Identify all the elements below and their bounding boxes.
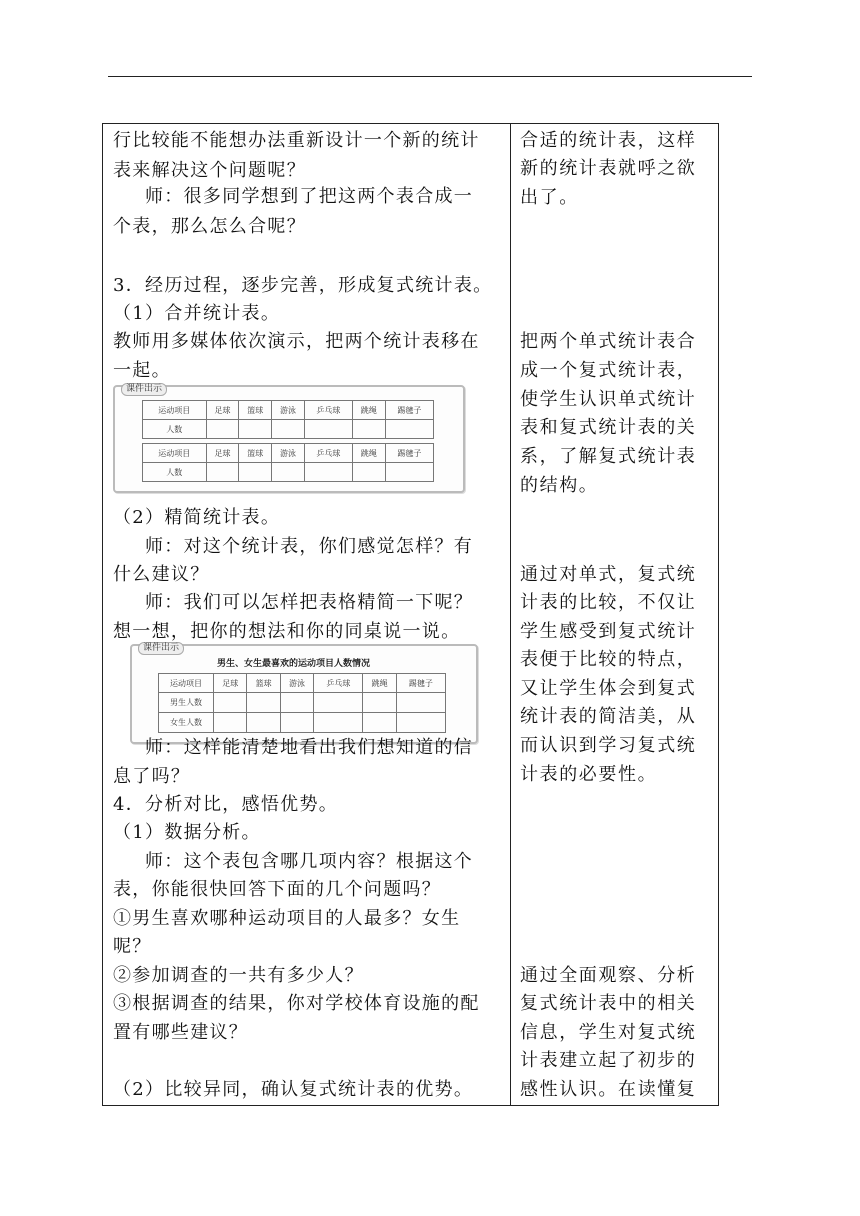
left-line: 师：对这个统计表，你们感觉怎样？有 — [145, 536, 474, 557]
figure2-title: 男生、女生最喜欢的运动项目人数情况 — [217, 659, 371, 669]
cell: 踢毽子 — [385, 444, 433, 463]
cell: 人数 — [143, 463, 207, 482]
right-line: 又让学生体会到复式 — [520, 678, 697, 699]
cell: 运动项目 — [143, 401, 207, 420]
courseware-tag: 课件出示 — [138, 642, 184, 655]
right-line: 计表的必要性。 — [520, 764, 658, 785]
cell: 篮球 — [239, 401, 272, 420]
cell: 女生人数 — [159, 713, 214, 733]
left-line: 个表，那么怎么合呢？ — [113, 216, 306, 237]
left-line: （1）合并统计表。 — [113, 303, 281, 324]
right-line: 的结构。 — [520, 475, 599, 496]
right-line: 统计表的简洁美，从 — [520, 706, 697, 727]
left-line: 行比较能不能想办法重新设计一个新的统计 — [113, 130, 480, 151]
cell: 游泳 — [272, 401, 305, 420]
courseware-tag: 课件出示 — [121, 383, 167, 396]
right-line: 把两个单式统计表合 — [520, 331, 697, 352]
right-line: 成一个复式统计表， — [520, 360, 697, 381]
header-rule — [108, 76, 752, 77]
right-line: 合适的统计表，这样 — [520, 130, 697, 151]
right-line: 计表的比较，不仅让 — [520, 592, 697, 613]
right-line: 复式统计表中的相关 — [520, 993, 697, 1014]
left-line: 表，你能很快回答下面的几个问题吗？ — [113, 879, 442, 900]
cell: 乒乓球 — [304, 444, 352, 463]
cell: 游泳 — [280, 674, 313, 693]
cell: 乒乓球 — [314, 674, 363, 693]
right-line: 信息，学生对复式统 — [520, 1022, 697, 1043]
cell: 人数 — [143, 420, 207, 439]
left-line: 一起。 — [113, 360, 171, 381]
left-line: 师：我们可以怎样把表格精简一下呢？ — [145, 592, 474, 613]
left-line: 教师用多媒体依次演示，把两个统计表移在 — [113, 331, 480, 352]
left-line: 呢？ — [113, 936, 152, 957]
left-line: 置有哪些建议？ — [113, 1022, 249, 1043]
cell: 男生人数 — [159, 693, 214, 713]
left-line: 师：这个表包含哪几项内容？根据这个 — [145, 851, 474, 872]
figure2-table — [158, 673, 446, 733]
cell: 足球 — [206, 401, 239, 420]
left-line: 息了吗？ — [113, 766, 191, 787]
cell: 跳绳 — [353, 444, 386, 463]
courseware-figure-1 — [113, 385, 465, 493]
right-line: 使学生认识单式统计 — [520, 389, 697, 410]
right-line: 通过全面观察、分析 — [520, 965, 697, 986]
left-line: ②参加调查的一共有多少人？ — [113, 965, 364, 986]
cell: 足球 — [214, 674, 247, 693]
cell: 跳绳 — [353, 401, 386, 420]
cell: 踢毽子 — [396, 674, 445, 693]
lesson-table — [102, 123, 719, 1106]
right-line: 出了。 — [520, 187, 579, 208]
left-line: 4．分析对比，感悟优势。 — [113, 794, 339, 815]
left-line: 什么建议？ — [113, 564, 210, 585]
left-line: （2）精简统计表。 — [113, 507, 281, 528]
left-line: （1）数据分析。 — [113, 822, 261, 843]
right-line: 而认识到学习复式统 — [520, 735, 697, 756]
courseware-figure-2 — [130, 644, 478, 744]
left-line: ①男生喜欢哪种运动项目的人最多？女生 — [113, 908, 461, 929]
left-line: 师：很多同学想到了把这两个表合成一 — [145, 186, 474, 207]
cell: 运动项目 — [143, 444, 207, 463]
cell: 踢毽子 — [385, 401, 433, 420]
left-line: 师：这样能清楚地看出我们想知道的信 — [145, 737, 474, 758]
left-line: 表来解决这个问题呢？ — [113, 160, 306, 181]
column-divider — [510, 123, 511, 1106]
cell: 游泳 — [272, 444, 305, 463]
figure1-table-a — [142, 400, 434, 439]
cell: 运动项目 — [159, 674, 214, 693]
right-line: 学生感受到复式统计 — [520, 621, 697, 642]
figure1-table-b — [142, 443, 434, 482]
right-line: 系，了解复式统计表 — [520, 446, 697, 467]
left-line: 想一想，把你的想法和你的同桌说一说。 — [113, 621, 461, 642]
cell: 跳绳 — [363, 674, 396, 693]
right-line: 感性认识。在读懂复 — [520, 1079, 697, 1100]
right-line: 新的统计表就呼之欲 — [520, 158, 697, 179]
right-line: 计表建立起了初步的 — [520, 1050, 697, 1071]
cell: 足球 — [206, 444, 239, 463]
cell: 篮球 — [239, 444, 272, 463]
cell: 篮球 — [247, 674, 280, 693]
left-line: ③根据调查的结果，你对学校体育设施的配 — [113, 993, 480, 1014]
right-line: 表和复式统计表的关 — [520, 417, 697, 438]
left-line: （2）比较异同，确认复式统计表的优势。 — [113, 1079, 474, 1100]
right-line: 表便于比较的特点， — [520, 649, 697, 670]
right-line: 通过对单式，复式统 — [520, 564, 697, 585]
cell: 乒乓球 — [304, 401, 352, 420]
left-line: 3．经历过程，逐步完善，形成复式统计表。 — [113, 275, 493, 296]
